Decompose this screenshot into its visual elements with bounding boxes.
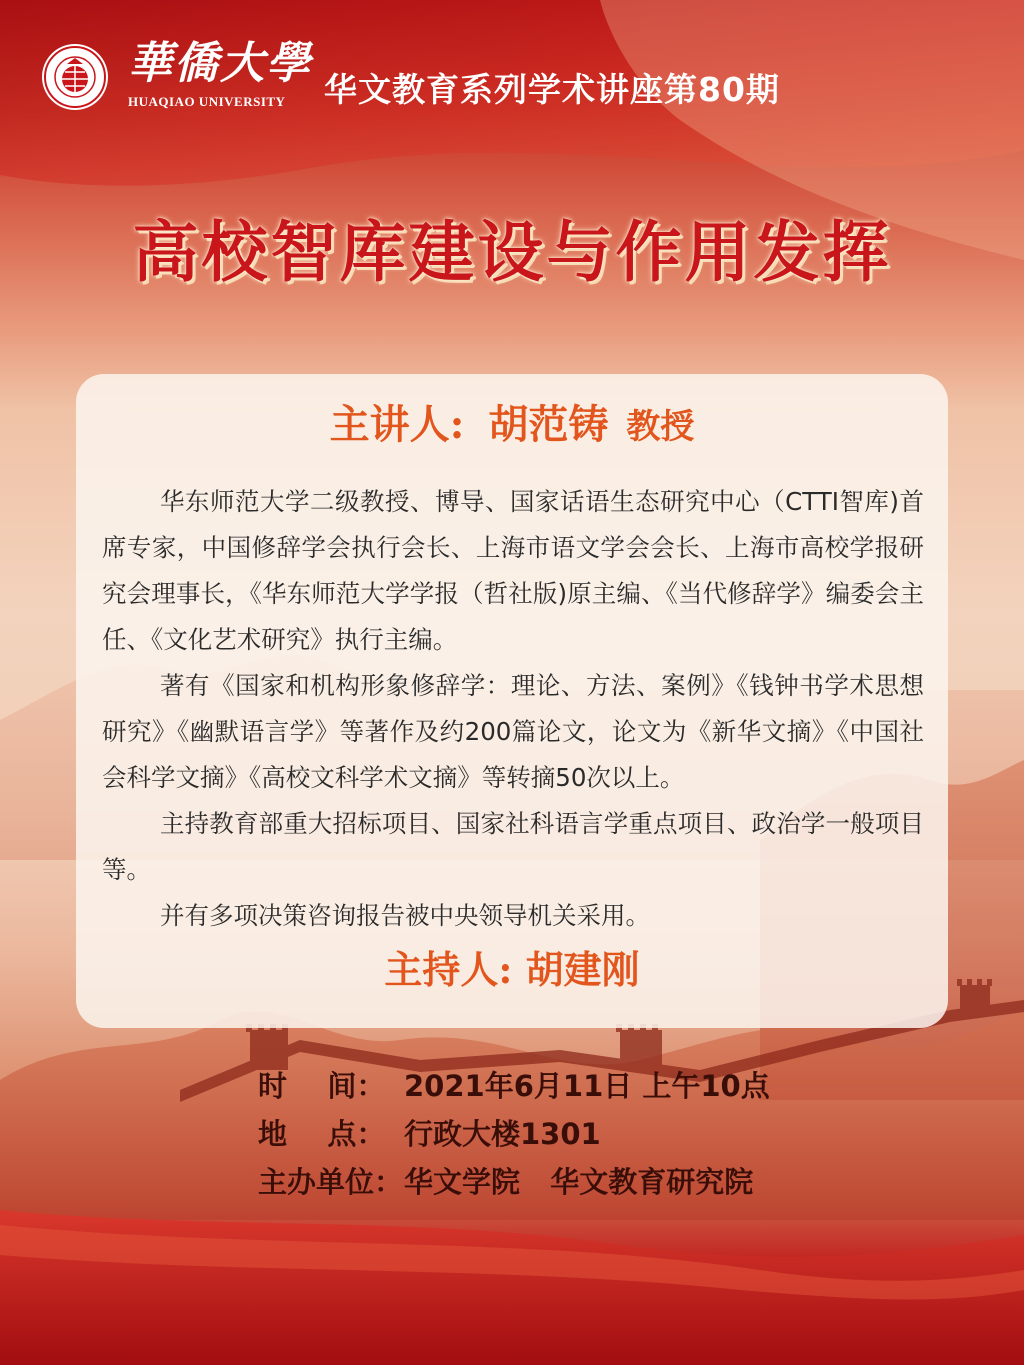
university-seal-icon xyxy=(40,42,110,112)
event-organizer-value: 华文学院 华文教育研究院 xyxy=(404,1165,754,1199)
bio-paragraph: 主持教育部重大招标项目、国家社科语言学重点项目、政治学一般项目等。 xyxy=(102,809,924,884)
bio-paragraph: 著有《国家和机构形象修辞学：理论、方法、案例》《钱钟书学术思想研究》《幽默语言学》等著作及约200篇论文，论文为《新华文摘》《中国社会科学文摘》《高校文科学术文摘》等转摘50次以上。 xyxy=(102,671,924,792)
event-time-label: 时 间： xyxy=(258,1069,386,1103)
university-name xyxy=(128,38,312,118)
speaker-label: 主讲人: xyxy=(329,401,465,448)
speaker-rank: 教授 xyxy=(626,407,695,447)
university-logo xyxy=(40,42,110,112)
event-organizer-row xyxy=(258,1158,770,1206)
speaker-name: 胡范铸 xyxy=(488,401,609,448)
host-line: 主持人: 胡建刚 xyxy=(384,947,640,992)
speaker-line xyxy=(0,394,1024,464)
series-title: 华文教育系列学术讲座第80期 xyxy=(324,70,780,109)
event-time-value: 2021年6月11日 上午10点 xyxy=(404,1069,770,1103)
event-place-row xyxy=(258,1110,770,1158)
event-time-row xyxy=(258,1062,770,1110)
lecture-title: 高校智库建设与作用发挥 xyxy=(132,214,892,291)
event-info xyxy=(258,1062,770,1206)
bio-paragraph: 华东师范大学二级教授、博导、国家话语生态研究中心（CTTI智库)首席专家，中国修辞学会执行会长、上海市语文学会会长、上海市高校学报研究会理事长，《华东师范大学学报（哲社版)原主编、《当代修辞学》编委会主任、《文化艺术研究》执行主编。 xyxy=(102,487,924,654)
university-name-en: HUAQIAO UNIVERSITY xyxy=(128,94,286,109)
event-organizer-label: 主办单位： xyxy=(258,1165,404,1199)
speaker-bio xyxy=(102,479,924,939)
bio-paragraph: 并有多项决策咨询报告被中央领导机关采用。 xyxy=(160,901,650,930)
event-place-value: 行政大楼1301 xyxy=(404,1117,601,1151)
event-place-label: 地 点： xyxy=(258,1117,386,1151)
university-name-cn: 華僑大學 xyxy=(128,38,312,89)
